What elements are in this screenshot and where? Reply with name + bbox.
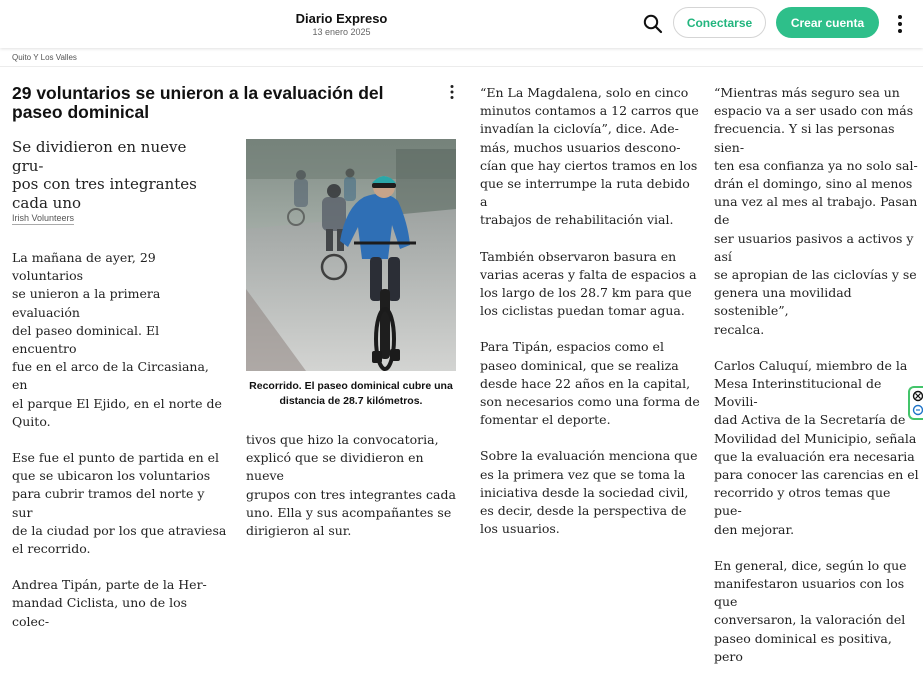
top-bar <box>0 0 923 48</box>
more-vertical-icon[interactable] <box>893 13 907 35</box>
article-options-icon[interactable] <box>447 84 457 100</box>
paragraph: La mañana de ayer, 29 voluntarios se unieron a la primera evaluación del paseo dominical. El encuentro fue en el arco de la Circasiana, en el parque El Ejido, en el norte de Quito. <box>12 250 222 429</box>
article-headline: 29 voluntarios se unieron a la evaluación del paseo dominical <box>12 83 384 122</box>
cyclist-photo <box>246 139 456 371</box>
login-button[interactable]: Conectarse <box>673 7 766 38</box>
section-label[interactable]: Quito Y Los Valles <box>12 53 77 62</box>
side-widget[interactable] <box>908 386 923 420</box>
article-column-2 <box>246 431 461 558</box>
edition-date: 13 enero 2025 <box>312 27 371 37</box>
article-column-3 <box>480 84 700 556</box>
paragraph: En general, dice, según lo que manifestaron usuarios con los que conversaron, la valoración del paseo dominical es positiva, pero <box>714 557 907 664</box>
paragraph: Para Tipán, espacios como el paseo dominical, que se realiza desde hace 22 años en la capital, son necesarios como una forma de fomentar el deporte. <box>480 339 700 428</box>
article-column-1 <box>12 249 227 649</box>
paragraph: Carlos Caluquí, miembro de la Mesa Interinstitucional de Movili- dad Activa de la Secretaría de Movilidad del Municipio, señala que la evaluación era necesaria para conocer las carencias en el recorrido y otros temas que pue- den mejorar. <box>714 357 919 537</box>
paragraph: También observaron basura en varias aceras y falta de espacios a los largo de los 28.7 km para que los ciclistas puedan tomar agua. <box>480 248 697 319</box>
paragraph: Sobre la evaluación menciona que es la primera vez que se toma la iniciativa desde la sociedad civil, es decir, desde la perspectiva de los usuarios. <box>480 448 698 537</box>
author-link[interactable]: Irish Volunteers <box>12 213 75 223</box>
article-column-4 <box>714 84 919 684</box>
search-icon[interactable] <box>640 11 666 37</box>
brand[interactable] <box>0 11 683 37</box>
publication-name[interactable]: Diario Expreso <box>295 11 388 26</box>
paragraph: Andrea Tipán, parte de la Her- mandad Ciclista, uno de los colec- <box>12 577 207 629</box>
paragraph: Ese fue el punto de partida en el que se ubicaron los voluntarios para cubrir tramos del norte y sur de la ciudad por los que atraviesa el recorrido. <box>12 450 227 557</box>
article-subheadline: Se dividieron en nueve gru- pos con tres integrantes cada uno <box>12 138 197 212</box>
section-divider <box>0 66 923 67</box>
paragraph: “Mientras más seguro sea un espacio va a ser usado con más frecuencia. Y si las personas sien- ten esa confianza ya no solo sal- drán el domingo, sino al menos una vez al mes al trabajo. Pasan de ser usuarios pasivos a activos y así se apropian de las ciclovías y se genera una movilidad sostenible”, recalca. <box>714 85 918 337</box>
photo-caption: Recorrido. El paseo dominical cubre una distancia de 28.7 kilómetros. <box>249 380 453 407</box>
signup-button[interactable]: Crear cuenta <box>776 7 879 38</box>
paragraph: “En La Magdalena, solo en cinco minutos contamos a 12 carros que invadían la ciclovía”, dice. Ade- más, muchos usuarios descono- cían que hay ciertos tramos en los que se interrumpe la ruta debido a trabajos de rehabilitación vial. <box>480 85 699 228</box>
paragraph: tivos que hizo la convocatoria, explicó que se dividieron en nueve grupos con tres integrantes cada uno. Ella y sus acompañantes se dirigieron al sur. <box>246 432 456 539</box>
